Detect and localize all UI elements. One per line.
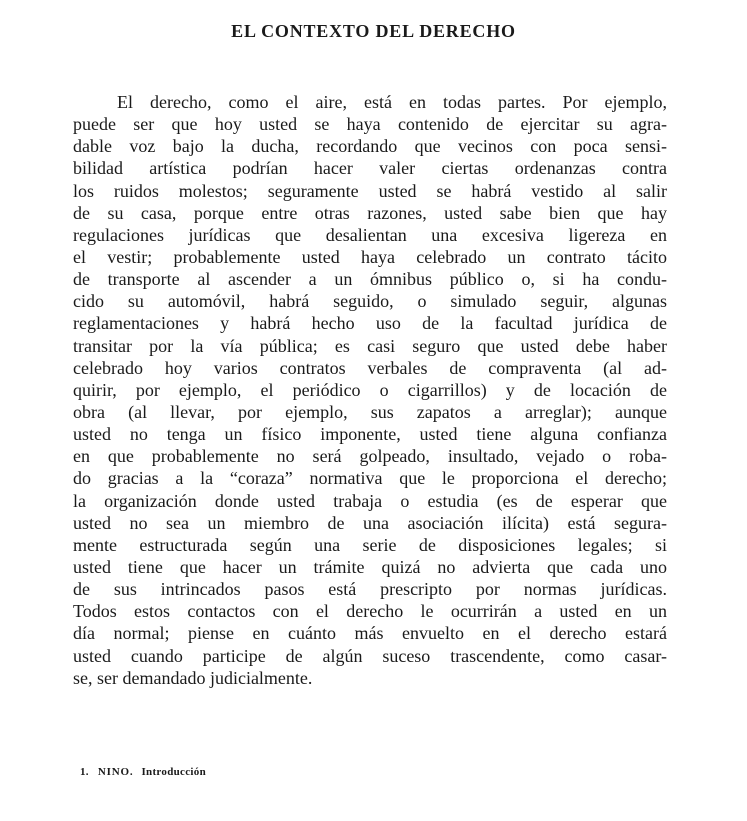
paragraph-line: en que probablemente no será golpeado, insultado, vejado o roba- — [73, 446, 667, 467]
body-paragraph — [73, 91, 667, 689]
paragraph-line: transitar por la vía pública; es casi seguro que usted debe haber — [73, 335, 667, 356]
paragraph-line: mente estructurada según una serie de disposiciones legales; si — [73, 534, 667, 555]
paragraph-line: reglamentaciones y habrá hecho uso de la facultad jurídica de — [73, 313, 667, 334]
paragraph-line: bilidad artística podrían hacer valer ciertas ordenanzas contra — [73, 158, 667, 179]
paragraph-line: Todos estos contactos con el derecho le ocurrirán a usted en un — [73, 601, 667, 622]
paragraph-line: dable voz bajo la ducha, recordando que vecinos con poca sensi- — [73, 136, 667, 157]
paragraph-line: usted no sea un miembro de una asociación ilícita) está segura- — [73, 512, 667, 533]
paragraph-line: día normal; piense en cuánto más envuelto en el derecho estará — [73, 623, 667, 644]
paragraph-line: el vestir; probablemente usted haya celebrado un contrato tácito — [73, 246, 667, 267]
footer-number: 1. — [80, 766, 89, 778]
footer-author: NINO. — [97, 766, 134, 778]
page-footer — [80, 766, 206, 778]
paragraph-line: regulaciones jurídicas que desalientan una excesiva ligereza en — [73, 224, 667, 245]
paragraph-line: la organización donde usted trabaja o estudia (es de esperar que — [73, 490, 667, 511]
paragraph-line: do gracias a la “coraza” normativa que le proporciona el derecho; — [73, 468, 667, 489]
paragraph-line: usted tiene que hacer un trámite quizá no advierta que cada uno — [73, 556, 667, 577]
paragraph-line: de transporte al ascender a un ómnibus público o, si ha condu- — [73, 269, 667, 290]
paragraph-line: quirir, por ejemplo, el periódico o cigarrillos) y de locación de — [73, 379, 667, 400]
page-title: EL CONTEXTO DEL DERECHO — [231, 21, 516, 41]
paragraph-line: cido su automóvil, habrá seguido, o simulado seguir, algunas — [73, 291, 667, 312]
paragraph-line: de sus intrincados pasos está prescripto por normas jurídicas. — [73, 579, 667, 600]
paragraph-line: usted cuando participe de algún suceso trascendente, como casar- — [73, 645, 667, 666]
paragraph-line: los ruidos molestos; seguramente usted se habrá vestido al salir — [73, 180, 667, 201]
paragraph-line: celebrado hoy varios contratos verbales de compraventa (al ad- — [73, 357, 667, 378]
paragraph-line: El derecho, como el aire, está en todas partes. Por ejemplo, — [117, 92, 667, 112]
paragraph-line: puede ser que hoy usted se haya contenido de ejercitar su agra- — [73, 114, 667, 135]
paragraph-line: usted no tenga un físico imponente, usted tiene alguna confianza — [73, 424, 667, 445]
paragraph-line: de su casa, porque entre otras razones, usted sabe bien que hay — [73, 202, 667, 223]
footer-work-title: Introducción — [141, 766, 206, 778]
paragraph-line: obra (al llevar, por ejemplo, sus zapatos a arreglar); aunque — [73, 401, 667, 422]
paragraph-line: se, ser demandado judicialmente. — [73, 667, 313, 688]
